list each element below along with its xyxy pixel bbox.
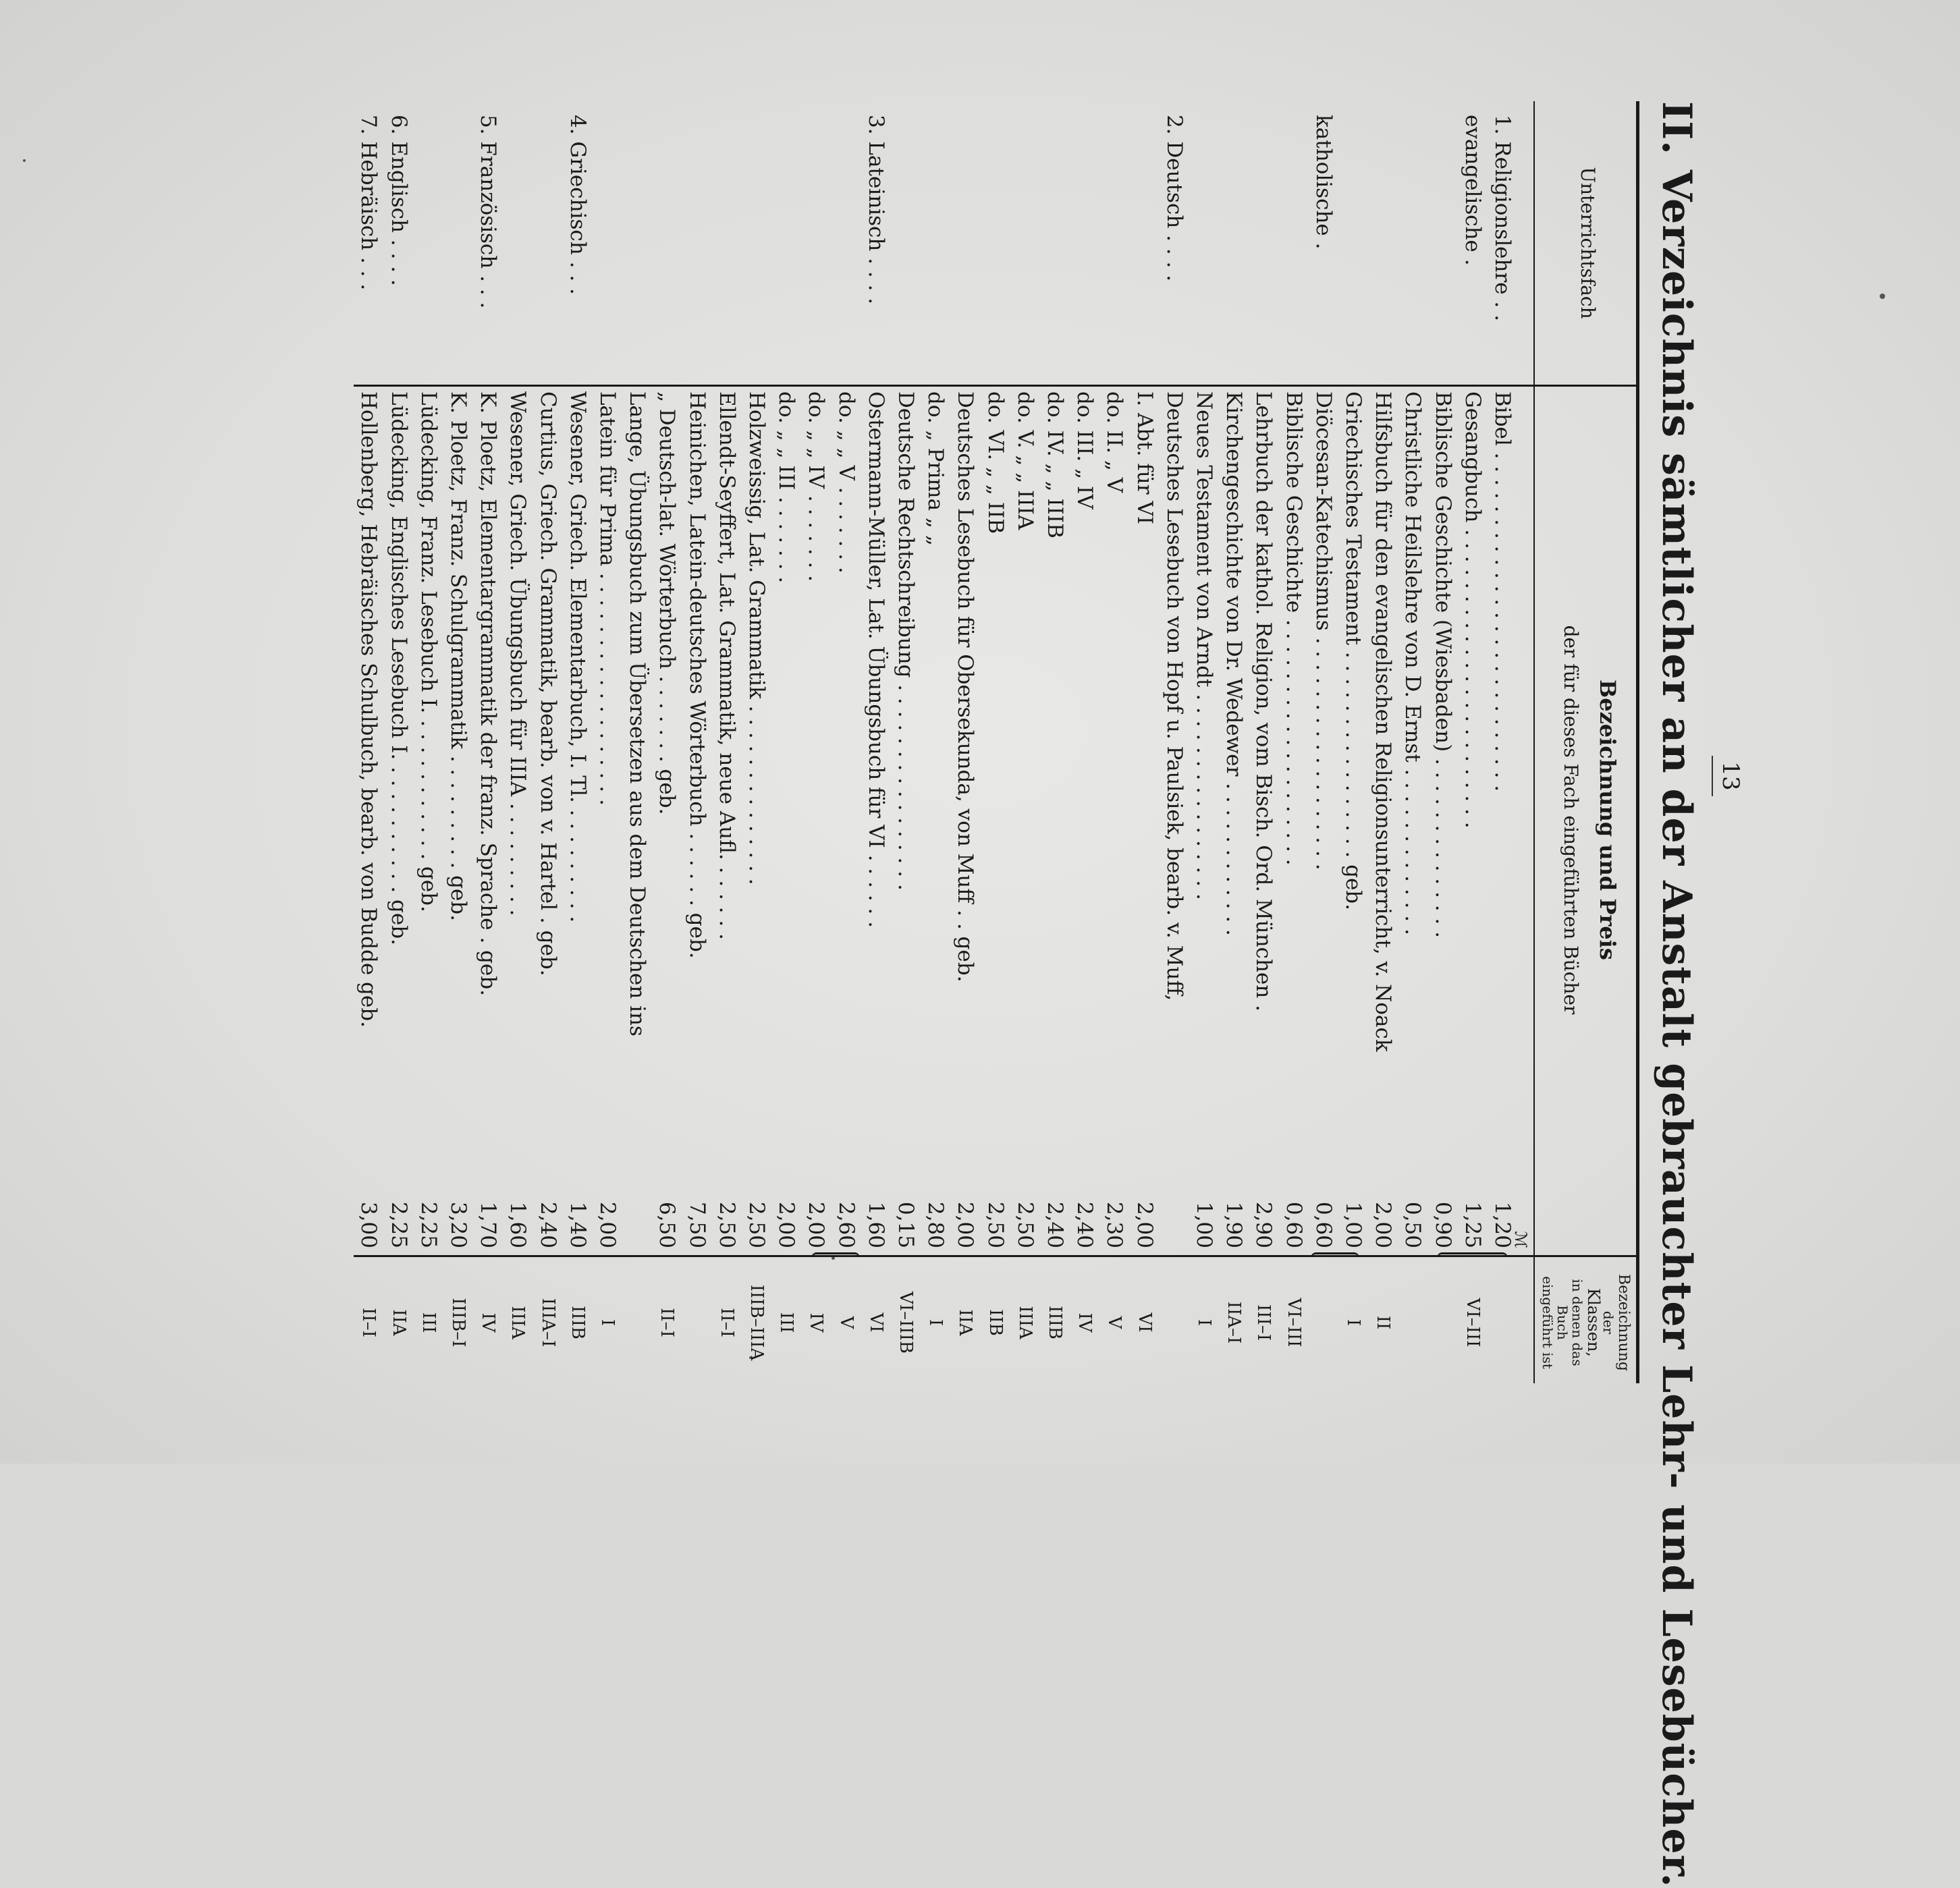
- row-book-title: Lehrbuch der kathol. Religion, vom Bisch. Ord. München .: [1251, 391, 1276, 1012]
- row-classes: V: [836, 1316, 856, 1329]
- row-classes: IV: [806, 1312, 826, 1333]
- row-price: 2,00: [804, 1201, 828, 1248]
- row-classes: IIIA: [1015, 1306, 1035, 1339]
- row-book-title: Curtius, Griech. Grammatik, bearb. von v. Hartel . geb.: [536, 391, 560, 976]
- row-book-title: do. III. „ IV: [1072, 391, 1097, 509]
- row-price: 2,00: [1133, 1201, 1157, 1248]
- row-book-title: Christliche Heilslehre von D. Ernst . . . . . . . . . . . . .: [1400, 391, 1425, 935]
- page-number: 13: [1712, 756, 1744, 796]
- row-book-title: Deutsches Lesebuch für Obersekunda, von Muff . . geb.: [953, 391, 977, 982]
- row-price: 0,60: [1311, 1201, 1336, 1248]
- row-price: 1,60: [506, 1201, 530, 1248]
- row-price: 2,40: [1043, 1201, 1067, 1248]
- dust-speck: [23, 159, 26, 162]
- row-price: 1,90: [1222, 1201, 1246, 1248]
- row-price: 2,40: [1072, 1201, 1097, 1248]
- row-classes: I: [597, 1318, 618, 1327]
- currency-symbol: ℳ: [1511, 1231, 1530, 1248]
- header-classes-6: eingeführt ist: [1540, 1276, 1556, 1369]
- header-books-title: Bezeichnung und Preis: [1595, 679, 1621, 960]
- row-book-title: Bibel . . . . . . . . . . . . . . . . . . . . . . . . . .: [1490, 391, 1515, 792]
- row-classes: VI–IIIB: [896, 1292, 916, 1354]
- row-book-title: do. „ „ IV . . . . . . .: [804, 391, 828, 582]
- row-book-title: do. „ „ V . . . . . . .: [834, 391, 859, 574]
- row-subject: 4. Griechisch . . .: [566, 115, 590, 295]
- row-book-title: Deutsches Lesebuch von Hopf u. Paulsiek, bearb. v. Muff,: [1162, 391, 1187, 1001]
- row-book-title: „ Deutsch-lat. Wörterbuch . . . . . . . geb.: [655, 391, 679, 815]
- row-price: 0,15: [894, 1201, 918, 1248]
- row-price: 2,80: [923, 1201, 948, 1248]
- row-price: 2,30: [1102, 1201, 1126, 1248]
- header-classes-1: Bezeichnung: [1615, 1274, 1632, 1371]
- row-classes: I: [925, 1318, 946, 1327]
- row-price: 1,70: [476, 1201, 500, 1248]
- row-price: 2,25: [387, 1201, 411, 1248]
- row-subject: 6. Englisch . . . .: [387, 115, 411, 286]
- header-books-subtitle: der für dieses Fach eingeführten Bücher: [1560, 625, 1582, 1015]
- row-classes: II–I: [717, 1308, 737, 1337]
- row-book-title: K. Ploetz, Elementargrammatik der franz. Sprache . geb.: [476, 391, 500, 997]
- row-price: 2,50: [1013, 1201, 1037, 1248]
- rotated-document-page: [327, 101, 1758, 1888]
- row-book-title: Latein für Prima . . . . . . . . . . . . . . . . . .: [595, 391, 620, 806]
- row-classes: IIIB–I: [448, 1298, 468, 1348]
- row-price: 0,60: [1282, 1201, 1306, 1248]
- row-book-title: do. IV. „ „ IIIB: [1043, 391, 1067, 538]
- row-classes: IIIA: [508, 1306, 528, 1339]
- row-price: 3,20: [446, 1201, 470, 1248]
- row-book-title: Heinichen, Latein-deutsches Wörterbuch . . . . . . geb.: [685, 391, 709, 959]
- row-classes: VI: [866, 1312, 886, 1333]
- row-classes: V: [1104, 1316, 1124, 1329]
- row-price: 2,60: [834, 1201, 859, 1248]
- row-price: 2,25: [416, 1201, 441, 1248]
- row-classes: IIIB–IIIA: [746, 1284, 767, 1361]
- row-book-title: Lüdecking, Englisches Lesebuch I. . . . . . . . . . . geb.: [387, 391, 411, 946]
- row-classes: II–I: [358, 1308, 379, 1337]
- row-price: 1,40: [566, 1201, 590, 1248]
- row-classes: III–I: [1253, 1304, 1274, 1341]
- header-bottom-rule: [1533, 101, 1535, 1383]
- row-classes: II–I: [657, 1308, 677, 1337]
- row-price: 2,00: [595, 1201, 620, 1248]
- row-price: 2,50: [744, 1201, 769, 1248]
- row-classes: IIB: [985, 1309, 1006, 1336]
- row-book-title: Ostermann-Müller, Lat. Übungsbuch für VI . . . . . .: [864, 391, 888, 928]
- row-classes: VI: [1135, 1312, 1155, 1333]
- row-classes: III: [776, 1312, 796, 1333]
- row-book-title: Ellendt-Seyffert, Lat. Grammatik, neue Aufl. . . . . . .: [715, 391, 739, 941]
- row-price: 1,00: [1341, 1201, 1365, 1248]
- row-price: 1,25: [1461, 1201, 1485, 1248]
- row-price: 3,00: [356, 1201, 381, 1248]
- row-book-title: Hollenberg, Hebräisches Schulbuch, bearb. von Budde geb.: [356, 391, 381, 1028]
- row-book-title: do. II. „ V: [1102, 391, 1126, 493]
- row-price: 1,00: [1192, 1201, 1216, 1248]
- row-book-title: Wesener, Griech. Übungsbuch für IIIA . . . . . . . . .: [506, 391, 530, 916]
- row-book-title: Diöcesan-Katechismus . . . . . . . . . . . . . . . . . .: [1311, 391, 1336, 870]
- row-book-title: Deutsche Rechtschreibung . . . . . . . . . . . . . . . .: [894, 391, 918, 891]
- row-book-title: Biblische Geschichte . . . . . . . . . . . . . . . . . . .: [1282, 391, 1306, 866]
- row-book-title: Lüdecking, Franz. Lesebuch I. . . . . . . . . . . . geb.: [416, 391, 441, 912]
- row-book-title: do. „ Prima „ „: [923, 391, 948, 546]
- row-classes: VI–III: [1463, 1298, 1483, 1348]
- row-price: 0,50: [1400, 1201, 1425, 1248]
- row-book-title: I. Abt. für VI: [1133, 391, 1157, 525]
- row-classes: VI–III: [1284, 1298, 1304, 1348]
- row-classes: IIIA–I: [538, 1298, 558, 1348]
- row-price: 7,50: [685, 1201, 709, 1248]
- row-book-title: Hilfsbuch für den evangelischen Religionsunterricht, v. Noack: [1371, 391, 1395, 1052]
- row-subject: 7. Hebräisch . . .: [356, 115, 381, 291]
- row-book-title: do. VI. „ „ IIB: [983, 391, 1008, 534]
- row-subject: katholische .: [1311, 115, 1336, 250]
- row-classes: IIA–I: [1224, 1301, 1244, 1344]
- row-book-title: Holzweissig, Lat. Grammatik . . . . . . . . . . . . . .: [744, 391, 769, 885]
- row-subject: 5. Französisch . . .: [476, 115, 500, 309]
- row-classes: IIA: [389, 1309, 409, 1336]
- brace-dictionary: [811, 1252, 860, 1261]
- row-book-title: Griechisches Testament . . . . . . . . . . . . . . . . geb.: [1341, 391, 1365, 911]
- row-subject: 3. Lateinisch . . . .: [864, 115, 888, 305]
- brace-evangelical: [1437, 1252, 1508, 1261]
- dust-speck: [1880, 294, 1885, 299]
- row-book-title: do. „ „ III . . . . . . .: [774, 391, 798, 584]
- row-book-title: Lange, Übungsbuch zum Übersetzen aus dem Deutschen ins: [625, 391, 649, 1036]
- row-price: 2,50: [715, 1201, 739, 1248]
- row-book-title: K. Ploetz, Franz. Schulgrammatik . . . . . . . . . geb.: [446, 391, 470, 922]
- row-price: 0,90: [1431, 1201, 1455, 1248]
- row-classes: IIIB: [1045, 1306, 1065, 1339]
- header-classes-3: Klassen,: [1584, 1288, 1603, 1357]
- row-price: 2,00: [774, 1201, 798, 1248]
- column-divider-subject: [354, 385, 1639, 387]
- row-classes: III: [418, 1312, 439, 1333]
- header-classes-4: in denen das: [1569, 1279, 1585, 1366]
- row-subject: 2. Deutsch . . . .: [1162, 115, 1187, 282]
- row-classes: IIA: [955, 1309, 975, 1336]
- row-price: 2,00: [1371, 1201, 1395, 1248]
- table-top-rule: [1636, 101, 1639, 1383]
- brace-catholic: [1311, 1252, 1359, 1261]
- header-subject: Unterrichtsfach: [1577, 167, 1599, 319]
- page-title: II. Verzeichnis sämtlicher an der Anstalt gebrauchter Lehr- und Lesebücher.: [1653, 101, 1700, 1888]
- row-book-title: Wesener, Griech. Elementarbuch, I. Tl. . . . . . . . . .: [566, 391, 590, 923]
- row-classes: I: [1194, 1318, 1214, 1327]
- row-book-title: Gesangbuch . . . . . . . . . . . . . . . . . . . . . . .: [1461, 391, 1485, 829]
- row-price: 2,00: [953, 1201, 977, 1248]
- header-classes-2: der: [1600, 1310, 1616, 1335]
- row-classes: II: [1373, 1315, 1393, 1330]
- row-book-title: Neues Testament von Arndt . . . . . . . . . . . . . . . .: [1192, 391, 1216, 900]
- row-price: 2,40: [536, 1201, 560, 1248]
- row-subject: evangelische .: [1461, 115, 1485, 266]
- row-classes: IIIB: [568, 1306, 588, 1339]
- row-classes: I: [1343, 1318, 1363, 1327]
- row-book-title: Kirchengeschichte von Dr. Wedewer . . . . . . . . . . . .: [1222, 391, 1246, 936]
- row-classes: IV: [478, 1312, 498, 1333]
- row-classes: IV: [1074, 1312, 1095, 1333]
- row-price: 1,20: [1490, 1201, 1515, 1248]
- row-book-title: do. V. „ „ IIIA: [1013, 391, 1037, 530]
- row-price: 1,60: [864, 1201, 888, 1248]
- row-price: 2,90: [1251, 1201, 1276, 1248]
- header-classes-5: Buch: [1554, 1305, 1571, 1340]
- row-price: 6,50: [655, 1201, 679, 1248]
- row-subject: 1. Religionslehre . .: [1490, 115, 1515, 322]
- row-price: 2,50: [983, 1201, 1008, 1248]
- row-book-title: Biblische Geschichte (Wiesbaden) . . . . . . . . . . . . . .: [1431, 391, 1455, 939]
